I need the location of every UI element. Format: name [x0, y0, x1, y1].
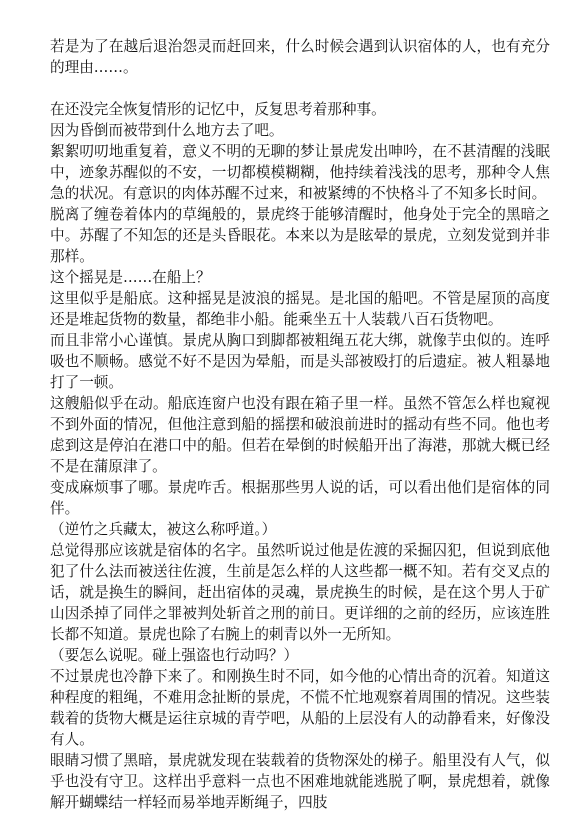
- paragraph-3: 因为昏倒而被带到什么地方去了吧。: [50, 122, 284, 139]
- document-page: [50, 36, 550, 813]
- paragraph-10: 变成麻烦事了哪。景虎咋舌。根据那些男人说的话，可以看出他们是宿体的同伴。: [50, 479, 550, 517]
- paragraph-9: 这艘船似乎在动。船底连窗户也没有跟在箱子里一样。虽然不管怎么样也窥视不到外面的情况，但他注意到船的摇摆和破浪前进时的摇动有些不同。他也考虑到这是停泊在港口中的船。但若在晕倒的时候船开出了海港，那就大概已经不是在蒲原津了。: [50, 395, 550, 475]
- paragraph-4: 絮絮叨叨地重复着，意义不明的无聊的梦让景虎发出呻吟，在不甚清醒的浅眠中，迹象苏醒似的不安，一切都模模糊糊，他持续着浅浅的思考，那种令人焦急的状况。有意识的肉体苏醒不过来，和被紧缚的不快格斗了不知多长时间。: [50, 143, 550, 202]
- paragraph-7: 这里似乎是船底。这种摇晃是波浪的摇晃。是北国的船吧。不管是屋顶的高度还是堆起货物的数量，都绝非小船。能乘坐五十人装载八百石货物吧。: [50, 290, 550, 328]
- paragraph-12: 总觉得那应该就是宿体的名字。虽然听说过他是佐渡的采掘囚犯，但说到底他犯了什么法而被送往佐渡，生前是怎么样的人这些都一概不知。若有交叉点的话，就是换生的瞬间，赶出宿体的灵魂，景虎换生的时候，是在这个男人于矿山因杀掉了同伴之罪被判处斩首之刑的前日。更详细的之前的经历，应该连胜长都不知道。景虎也除了右腕上的刺青以外一无所知。: [50, 542, 550, 643]
- paragraph-6: 这个摇晃是……在船上？: [50, 269, 211, 286]
- paragraph-13: （要怎么说呢。碰上强盗也行动吗？）: [50, 647, 299, 664]
- paragraph-11: （逆竹之兵藏太，被这么称呼道。）: [50, 521, 277, 538]
- paragraph-spacer: [50, 78, 550, 99]
- paragraph-14: 不过景虎也冷静下来了。和刚换生时不同，如今他的心情出奇的沉着。知道这种程度的粗绳，不难用念扯断的景虎，不慌不忙地观察着周围的情况。这些装载着的货物大概是运往京城的青苧吧，从船的上层没有人的动静看来，好像没有人。: [50, 668, 550, 748]
- paragraph-1: 若是为了在越后退治怨灵而赶回来，什么时候会遇到认识宿体的人，也有充分的理由……。: [50, 38, 550, 76]
- paragraph-2: 在还没完全恢复情形的记忆中，反复思考着那种事。: [50, 101, 386, 118]
- paragraph-5: 脱离了缠卷着体内的草绳般的，景虎终于能够清醒时，他身处于完全的黑暗之中。苏醒了不知怎的还是头昏眼花。本来以为是眩晕的景虎，立刻发觉到并非那样。: [50, 206, 550, 265]
- paragraph-8: 而且非常小心谨慎。景虎从胸口到脚都被粗绳五花大绑，就像芋虫似的。连呼吸也不顺畅。感觉不好不是因为晕船，而是头部被殴打的后遗症。被人粗暴地打了一顿。: [50, 332, 550, 391]
- paragraph-15: 眼睛习惯了黑暗，景虎就发现在装载着的货物深处的梯子。船里没有人气，似乎也没有守卫。这样出乎意料一点也不困难地就能逃脱了啊，景虎想着，就像解开蝴蝶结一样轻而易举地弄断绳子，四肢: [50, 752, 550, 811]
